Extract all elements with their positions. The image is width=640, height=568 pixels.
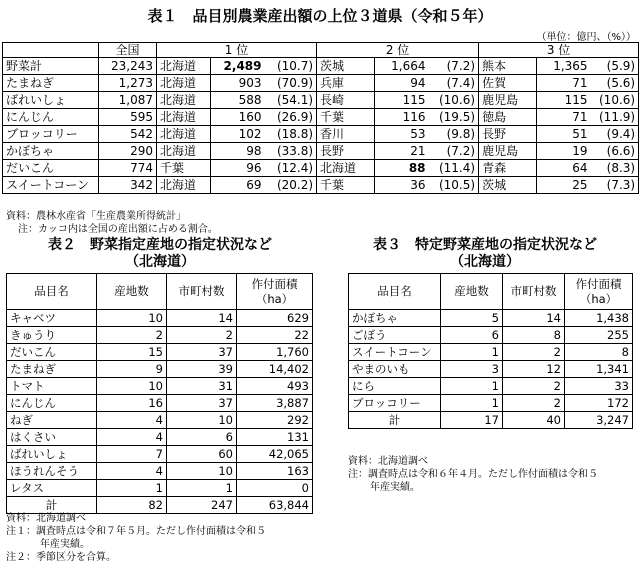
- table2-title-line1: 表２ 野菜指定産地の指定状況など: [48, 237, 272, 253]
- table1-rank2-share: (10.6): [429, 92, 479, 109]
- table1-rank3-prefecture: 鹿児島: [479, 92, 537, 109]
- table1-item: ブロッコリー: [3, 126, 99, 143]
- table2-acreage: 292: [237, 412, 313, 429]
- table3-header-areas: 産地数: [441, 274, 503, 310]
- table2-areas: 2: [97, 327, 167, 344]
- table2-row: [7, 412, 313, 429]
- table2-areas: 9: [97, 361, 167, 378]
- table1-item: スイートコーン: [3, 177, 99, 194]
- table1-rank3-share: (10.6): [591, 92, 639, 109]
- table1-body: [3, 58, 639, 194]
- table3-header-acreage-line2: （ha）: [579, 291, 618, 306]
- table2-municipalities: 14: [167, 310, 237, 327]
- table1-rank3-prefecture: 熊本: [479, 58, 537, 75]
- table1-note-1: 注：カッコ内は全国の産出額に占める割合。: [18, 224, 218, 235]
- table1-rank2-value: 36: [375, 177, 429, 194]
- table2-total-row: [7, 497, 313, 514]
- table2-areas: 1: [97, 480, 167, 497]
- table2-item: たまねぎ: [7, 361, 97, 378]
- table1-national-value: 774: [99, 160, 157, 177]
- table3-item: かぼちゃ: [349, 310, 441, 327]
- table1-rank3-prefecture: 徳島: [479, 109, 537, 126]
- table3-row: [349, 327, 633, 344]
- table1-rank1-prefecture: 千葉: [157, 160, 211, 177]
- table2-areas: 7: [97, 446, 167, 463]
- table1-row: [3, 160, 639, 177]
- table1-item: かぼちゃ: [3, 143, 99, 160]
- table1-rank1-prefecture: 北海道: [157, 92, 211, 109]
- table1-item: だいこん: [3, 160, 99, 177]
- table3-header-acreage: [565, 274, 633, 310]
- table2-total-areas: 82: [97, 497, 167, 514]
- table2-acreage: 0: [237, 480, 313, 497]
- table2-municipalities: 60: [167, 446, 237, 463]
- table3-acreage: 8: [565, 344, 633, 361]
- table2-areas: 10: [97, 378, 167, 395]
- table1-rank1-value: 98: [211, 143, 265, 160]
- table2-acreage: 42,065: [237, 446, 313, 463]
- table1-rank1-value: 588: [211, 92, 265, 109]
- table2-note-1-cont: 年産実績。: [40, 539, 90, 550]
- table1-national-value: 290: [99, 143, 157, 160]
- table1-rank3-prefecture: 茨城: [479, 177, 537, 194]
- table2-item: トマト: [7, 378, 97, 395]
- table1-rank2-prefecture: 兵庫: [317, 75, 375, 92]
- table1-national-value: 595: [99, 109, 157, 126]
- table1-row: [3, 126, 639, 143]
- table1-rank3-value: 71: [537, 75, 591, 92]
- table1-rank2-value: 94: [375, 75, 429, 92]
- table2-header-municipalities: 市町村数: [167, 274, 237, 310]
- table1-item: にんじん: [3, 109, 99, 126]
- table1-rank1-value: 96: [211, 160, 265, 177]
- table3-total-areas: 17: [441, 412, 503, 429]
- table3-row: [349, 378, 633, 395]
- table1-rank2-prefecture: 千葉: [317, 177, 375, 194]
- table2-acreage: 131: [237, 429, 313, 446]
- table1-rank1-value: 2,489: [211, 58, 265, 75]
- table3-item: ブロッコリー: [349, 395, 441, 412]
- table1-rank2-value: 116: [375, 109, 429, 126]
- table1-rank2-share: (19.5): [429, 109, 479, 126]
- table1-rank2-share: (9.8): [429, 126, 479, 143]
- table3-total-row: [349, 412, 633, 429]
- table2-item: ねぎ: [7, 412, 97, 429]
- table3-municipalities: 12: [503, 361, 565, 378]
- table2-municipalities: 10: [167, 412, 237, 429]
- table2-item: だいこん: [7, 344, 97, 361]
- table1-rank3-value: 115: [537, 92, 591, 109]
- table2-item: キャベツ: [7, 310, 97, 327]
- table2-header-areas: 産地数: [97, 274, 167, 310]
- table1-header-rank3: 3 位: [479, 43, 639, 58]
- table3-total-acreage: 3,247: [565, 412, 633, 429]
- table2-acreage: 1,760: [237, 344, 313, 361]
- table1-rank2-value: 1,664: [375, 58, 429, 75]
- table1-rank3-value: 25: [537, 177, 591, 194]
- table1-header-item: [3, 43, 99, 58]
- table1-header-row: [3, 43, 639, 58]
- table3-areas: 1: [441, 378, 503, 395]
- table1-rank1-prefecture: 北海道: [157, 58, 211, 75]
- table2-acreage: 629: [237, 310, 313, 327]
- table2-title: [0, 237, 320, 271]
- table1-rank3-value: 19: [537, 143, 591, 160]
- table1-rank2-share: (7.2): [429, 143, 479, 160]
- table2-municipalities: 31: [167, 378, 237, 395]
- table3-areas: 5: [441, 310, 503, 327]
- table1: [2, 42, 639, 194]
- table1-rank2-value: 53: [375, 126, 429, 143]
- table3-acreage: 33: [565, 378, 633, 395]
- table1-rank3-share: (9.4): [591, 126, 639, 143]
- table3-acreage: 1,438: [565, 310, 633, 327]
- table2-row: [7, 361, 313, 378]
- table3-notes: [348, 455, 638, 494]
- table1-rank1-value: 102: [211, 126, 265, 143]
- table2-total-label: 計: [7, 497, 97, 514]
- table3-areas: 1: [441, 395, 503, 412]
- table1-rank2-prefecture: 長崎: [317, 92, 375, 109]
- table2-total-acreage: 63,844: [237, 497, 313, 514]
- table1-rank3-share: (5.6): [591, 75, 639, 92]
- table1-rank3-prefecture: 長野: [479, 126, 537, 143]
- table2-header-acreage: [237, 274, 313, 310]
- table1-row: [3, 92, 639, 109]
- table1-rank3-prefecture: 佐賀: [479, 75, 537, 92]
- table3-item: スイートコーン: [349, 344, 441, 361]
- table1-header-rank2: 2 位: [317, 43, 479, 58]
- table3-note-1-cont: 年産実績。: [370, 482, 420, 493]
- table1-rank2-prefecture: 北海道: [317, 160, 375, 177]
- table3-municipalities: 2: [503, 378, 565, 395]
- table2-acreage: 163: [237, 463, 313, 480]
- table2-notes: [6, 512, 306, 564]
- table3-title-line2: （北海道）: [450, 254, 520, 270]
- table3-municipalities: 14: [503, 310, 565, 327]
- table1-item: たまねぎ: [3, 75, 99, 92]
- table3-item: にら: [349, 378, 441, 395]
- table1-rank2-prefecture: 茨城: [317, 58, 375, 75]
- table1-rank3-prefecture: 青森: [479, 160, 537, 177]
- table1-rank1-share: (18.8): [265, 126, 317, 143]
- table1-rank3-share: (7.3): [591, 177, 639, 194]
- table1-rank3-value: 64: [537, 160, 591, 177]
- table1-rank1-prefecture: 北海道: [157, 75, 211, 92]
- table1-unit: （単位：億円、（%））: [536, 32, 636, 43]
- table3-row: [349, 310, 633, 327]
- table1-rank2-share: (7.4): [429, 75, 479, 92]
- table2-municipalities: 6: [167, 429, 237, 446]
- table3-areas: 1: [441, 344, 503, 361]
- table2-header-item: 品目名: [7, 274, 97, 310]
- table1-rank1-prefecture: 北海道: [157, 143, 211, 160]
- table2-row: [7, 344, 313, 361]
- table1-rank2-share: (10.5): [429, 177, 479, 194]
- table2-item: レタス: [7, 480, 97, 497]
- table3-areas: 6: [441, 327, 503, 344]
- table1-rank2-prefecture: 長野: [317, 143, 375, 160]
- table1-rank1-share: (54.1): [265, 92, 317, 109]
- table3-total-municipalities: 40: [503, 412, 565, 429]
- table1-rank2-value: 88: [375, 160, 429, 177]
- table2-row: [7, 378, 313, 395]
- table3-municipalities: 2: [503, 395, 565, 412]
- table3-item: ごぼう: [349, 327, 441, 344]
- table1-national-value: 542: [99, 126, 157, 143]
- table3-title: [330, 237, 640, 271]
- table1-rank1-value: 903: [211, 75, 265, 92]
- table3-acreage: 255: [565, 327, 633, 344]
- table2-title-line2: （北海道）: [125, 254, 195, 270]
- table2-municipalities: 37: [167, 395, 237, 412]
- table1-rank1-share: (26.9): [265, 109, 317, 126]
- table1-row: [3, 75, 639, 92]
- table2-item: ばれいしょ: [7, 446, 97, 463]
- table3-acreage: 172: [565, 395, 633, 412]
- table3-body: [349, 310, 633, 412]
- table1-row: [3, 58, 639, 75]
- table3-header-row: [349, 274, 633, 310]
- table3-title-line1: 表３ 特定野菜産地の指定状況など: [373, 237, 597, 253]
- table1-row: [3, 177, 639, 194]
- table2-municipalities: 39: [167, 361, 237, 378]
- table2-note-source: 資料：北海道調べ: [6, 513, 86, 524]
- table1-rank2-value: 21: [375, 143, 429, 160]
- table1-rank1-share: (70.9): [265, 75, 317, 92]
- table1-rank1-value: 160: [211, 109, 265, 126]
- table3-header-item: 品目名: [349, 274, 441, 310]
- table3: [348, 273, 633, 429]
- table3-header-municipalities: 市町村数: [503, 274, 565, 310]
- table1-rank1-value: 69: [211, 177, 265, 194]
- table2-areas: 4: [97, 412, 167, 429]
- table2-acreage: 3,887: [237, 395, 313, 412]
- table2-acreage: 493: [237, 378, 313, 395]
- table1-rank3-value: 51: [537, 126, 591, 143]
- table2: [6, 273, 313, 514]
- table3-municipalities: 2: [503, 344, 565, 361]
- table1-item: ばれいしょ: [3, 92, 99, 109]
- table2-header-row: [7, 274, 313, 310]
- table2-areas: 4: [97, 429, 167, 446]
- table1-note-source: 資料：農林水産省「生産農業所得統計」: [6, 211, 186, 222]
- table1-rank1-share: (20.2): [265, 177, 317, 194]
- table1-header-national: 全国: [99, 43, 157, 58]
- table3-note-source: 資料：北海道調べ: [348, 456, 428, 467]
- table3-item: やまのいも: [349, 361, 441, 378]
- table1-row: [3, 143, 639, 160]
- table2-row: [7, 480, 313, 497]
- table1-national-value: 1,087: [99, 92, 157, 109]
- table2-municipalities: 37: [167, 344, 237, 361]
- table3-note-1: 注：調査時点は令和６年４月。ただし作付面積は令和５: [348, 469, 598, 480]
- table2-header-acreage-line1: 作付面積: [251, 276, 298, 291]
- table1-rank3-prefecture: 鹿児島: [479, 143, 537, 160]
- table1-header-rank1: 1 位: [157, 43, 317, 58]
- table2-row: [7, 429, 313, 446]
- table2-row: [7, 463, 313, 480]
- table3-municipalities: 8: [503, 327, 565, 344]
- table1-rank1-share: (10.7): [265, 58, 317, 75]
- table1-rank2-share: (7.2): [429, 58, 479, 75]
- table2-note-1: 注１：調査時点は令和７年５月。ただし作付面積は令和５: [6, 526, 266, 537]
- table1-rank3-value: 1,365: [537, 58, 591, 75]
- table1-rank2-share: (11.4): [429, 160, 479, 177]
- table3-areas: 3: [441, 361, 503, 378]
- table2-row: [7, 310, 313, 327]
- table2-areas: 4: [97, 463, 167, 480]
- table1-rank3-share: (8.3): [591, 160, 639, 177]
- table2-body: [7, 310, 313, 497]
- table1-rank3-value: 71: [537, 109, 591, 126]
- table2-total-municipalities: 247: [167, 497, 237, 514]
- table1-item: 野菜計: [3, 58, 99, 75]
- table1-row: [3, 109, 639, 126]
- table2-row: [7, 327, 313, 344]
- table3-total-label: 計: [349, 412, 441, 429]
- table2-municipalities: 2: [167, 327, 237, 344]
- table1-rank3-share: (11.9): [591, 109, 639, 126]
- table2-header-acreage-line2: （ha）: [255, 291, 294, 306]
- table2-item: はくさい: [7, 429, 97, 446]
- table1-rank1-share: (33.8): [265, 143, 317, 160]
- table3-acreage: 1,341: [565, 361, 633, 378]
- table2-item: きゅうり: [7, 327, 97, 344]
- table2-municipalities: 10: [167, 463, 237, 480]
- table3-row: [349, 361, 633, 378]
- table2-row: [7, 395, 313, 412]
- table3-row: [349, 395, 633, 412]
- table1-rank2-prefecture: 千葉: [317, 109, 375, 126]
- table2-acreage: 22: [237, 327, 313, 344]
- table2-areas: 15: [97, 344, 167, 361]
- table2-areas: 10: [97, 310, 167, 327]
- table2-item: にんじん: [7, 395, 97, 412]
- table1-rank1-prefecture: 北海道: [157, 109, 211, 126]
- table2-areas: 16: [97, 395, 167, 412]
- table1-rank1-prefecture: 北海道: [157, 177, 211, 194]
- table1-national-value: 342: [99, 177, 157, 194]
- table1-rank1-share: (12.4): [265, 160, 317, 177]
- table2-item: ほうれんそう: [7, 463, 97, 480]
- table1-national-value: 1,273: [99, 75, 157, 92]
- table1-rank2-value: 115: [375, 92, 429, 109]
- table3-header-acreage-line1: 作付面積: [575, 276, 622, 291]
- table1-rank1-prefecture: 北海道: [157, 126, 211, 143]
- table2-acreage: 14,402: [237, 361, 313, 378]
- table3-row: [349, 344, 633, 361]
- table1-rank3-share: (5.9): [591, 58, 639, 75]
- table1-rank3-share: (6.6): [591, 143, 639, 160]
- table1-title: 表１ 品目別農業産出額の上位３道県（令和５年）: [147, 7, 493, 25]
- table2-row: [7, 446, 313, 463]
- table1-national-value: 23,243: [99, 58, 157, 75]
- table2-note-2: 注２：季節区分を合算。: [6, 552, 116, 563]
- table2-municipalities: 1: [167, 480, 237, 497]
- table1-rank2-prefecture: 香川: [317, 126, 375, 143]
